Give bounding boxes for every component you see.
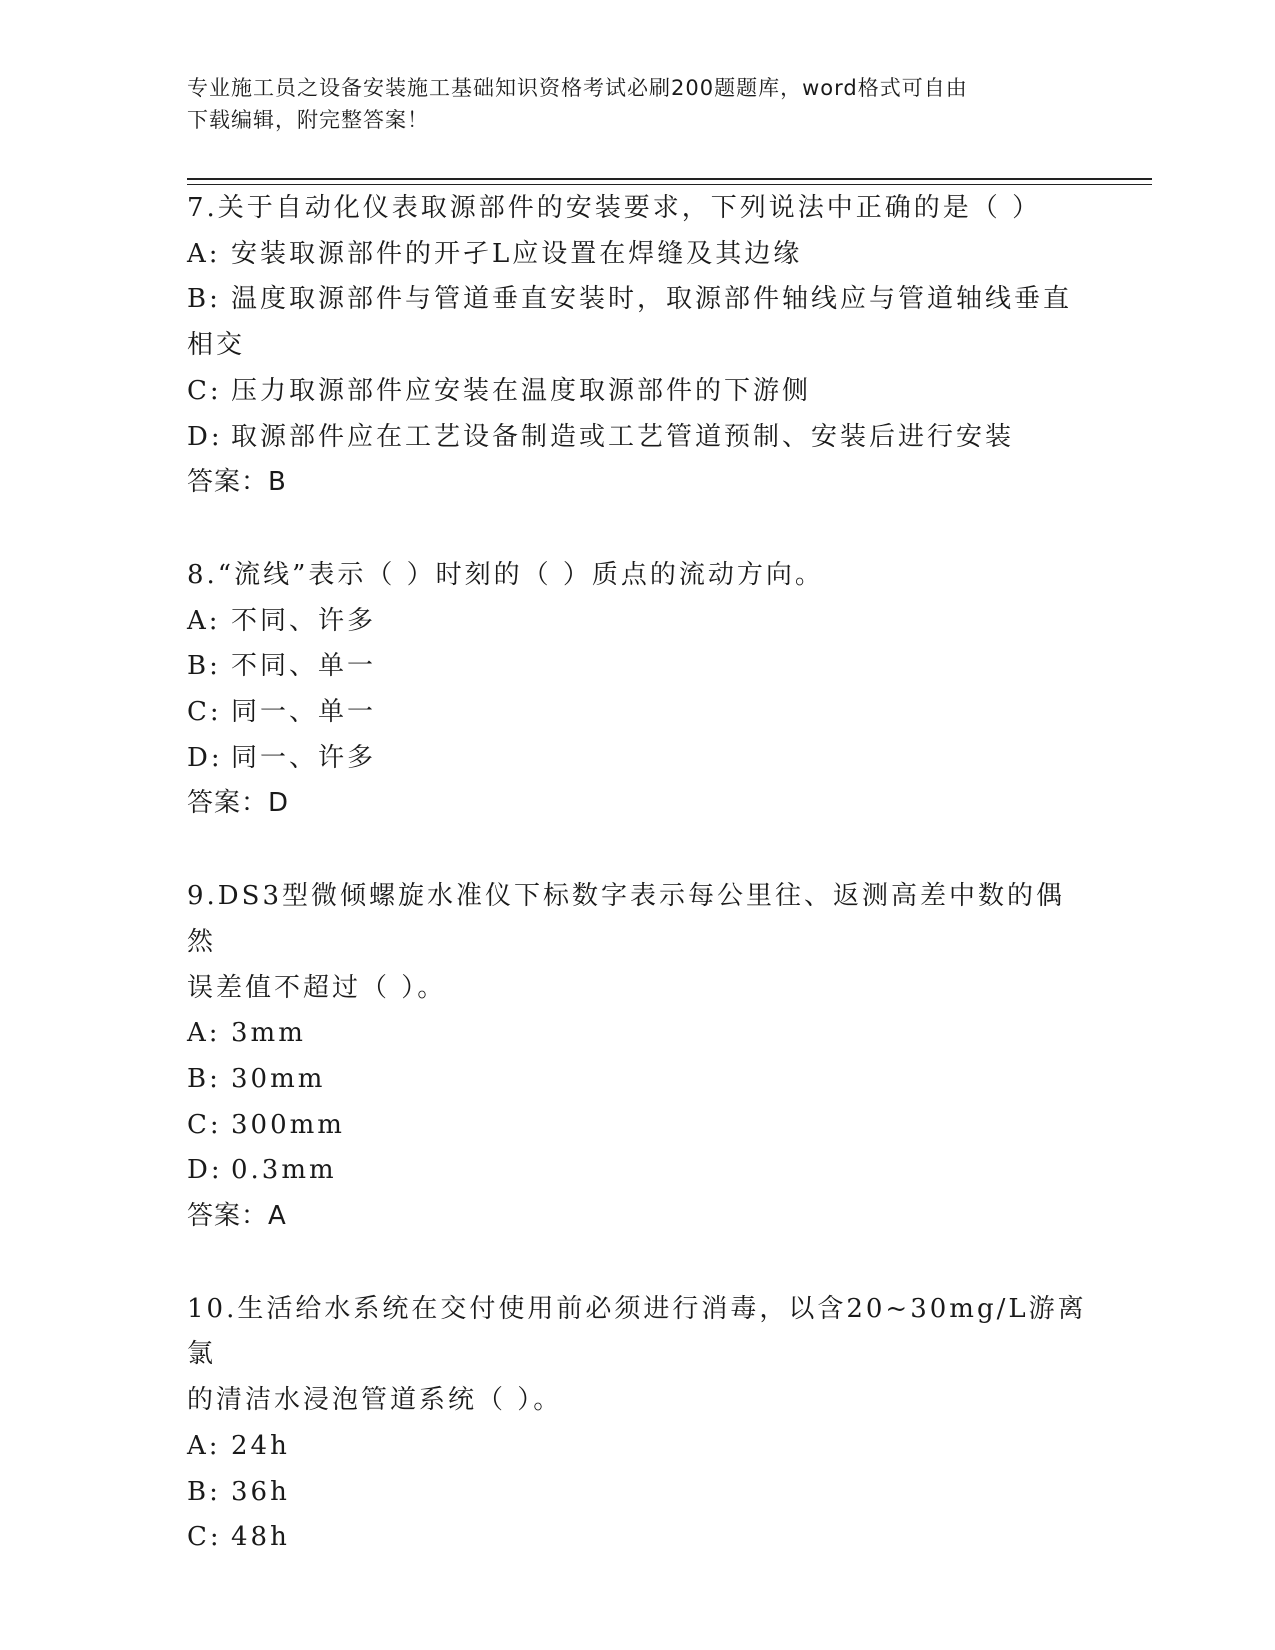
- document-header: [187, 72, 1067, 136]
- option-text: 取源部件应在工艺设备制造或工艺管道预制、安装后进行安装: [231, 421, 1015, 452]
- option-label: B:: [187, 651, 221, 682]
- option-label: D:: [187, 742, 223, 773]
- option-text: 不同、单一: [231, 651, 377, 682]
- option-text: 48h: [231, 1522, 290, 1553]
- header-line: 下载编辑，附完整答案！: [187, 108, 429, 132]
- option-text: 安装取源部件的开孑L应设置在焊缝及其边缘: [231, 238, 803, 269]
- option-item: [187, 1103, 1087, 1149]
- option-item: [187, 1515, 1087, 1561]
- option-item: [187, 1424, 1087, 1470]
- option-item: [187, 369, 1087, 415]
- option-text: 不同、许多: [231, 605, 377, 636]
- option-text: 同一、许多: [231, 742, 377, 773]
- option-label: C:: [187, 697, 222, 728]
- option-text: 同一、单一: [231, 697, 377, 728]
- option-text: 0.3mm: [231, 1155, 337, 1186]
- header-line: 专业施工员之设备安装施工基础知识资格考试必刷200题题库，word格式可自由: [187, 76, 968, 100]
- option-text: 300mm: [231, 1109, 345, 1140]
- option-label: D:: [187, 1155, 223, 1186]
- option-text: 温度取源部件与管道垂直安装时，取源部件轴线应与管道轴线垂直: [231, 284, 1073, 315]
- option-item: [187, 232, 1087, 278]
- option-text: 压力取源部件应安装在温度取源部件的下游侧: [231, 375, 812, 406]
- option-label: B:: [187, 1476, 221, 1507]
- question-stem: 10.生活给水系统在交付使用前必须进行消毒，以含20~30mg/L游离氯: [187, 1293, 1087, 1370]
- option-label: A:: [187, 1018, 221, 1049]
- option-label: B:: [187, 1063, 221, 1094]
- option-text: 30mm: [231, 1063, 326, 1094]
- option-item: [187, 1470, 1087, 1516]
- option-item: [187, 1057, 1087, 1103]
- option-item: [187, 1011, 1087, 1057]
- option-label: A:: [187, 238, 221, 269]
- question-stem: 的清洁水浸泡管道系统（ ）。: [187, 1385, 563, 1416]
- option-text: 24h: [231, 1430, 290, 1461]
- option-label: D:: [187, 421, 223, 452]
- option-item: [187, 1148, 1087, 1194]
- question-list: [187, 186, 1087, 1608]
- header-divider-thin: [187, 184, 1152, 185]
- option-label: C:: [187, 1522, 222, 1553]
- option-item: [187, 644, 1087, 690]
- question-stem: 7.关于自动化仪表取源部件的安装要求，下列说法中正确的是（ ）: [187, 193, 1042, 223]
- answer-line: 答案：A: [187, 1201, 287, 1232]
- answer-line: 答案：B: [187, 467, 287, 498]
- question-block: [187, 874, 1087, 1240]
- question-stem: 9.DS3型微倾螺旋水准仪下标数字表示每公里往、返测高差中数的偶然: [187, 881, 1066, 957]
- question-block: [187, 186, 1087, 506]
- option-label: A:: [187, 1430, 221, 1461]
- option-label: C:: [187, 1109, 222, 1140]
- option-text: 3mm: [231, 1018, 306, 1049]
- option-item: [187, 415, 1087, 461]
- option-label: A:: [187, 605, 221, 636]
- question-stem: 误差值不超过（ ）。: [187, 972, 447, 1003]
- option-label: B:: [187, 284, 221, 315]
- question-block: [187, 553, 1087, 827]
- option-text: 36h: [231, 1476, 290, 1507]
- question-stem: 8.“流线”表示（ ）时刻的（ ）质点的流动方向。: [187, 559, 824, 590]
- option-item: [187, 599, 1087, 645]
- option-text: 相交: [187, 330, 246, 361]
- header-divider: [187, 178, 1152, 180]
- option-item: [187, 690, 1087, 736]
- option-label: C:: [187, 375, 222, 406]
- option-item: [187, 323, 1087, 369]
- answer-line: 答案：D: [187, 788, 290, 819]
- question-block: [187, 1287, 1087, 1561]
- option-item: [187, 277, 1087, 323]
- option-item: [187, 736, 1087, 782]
